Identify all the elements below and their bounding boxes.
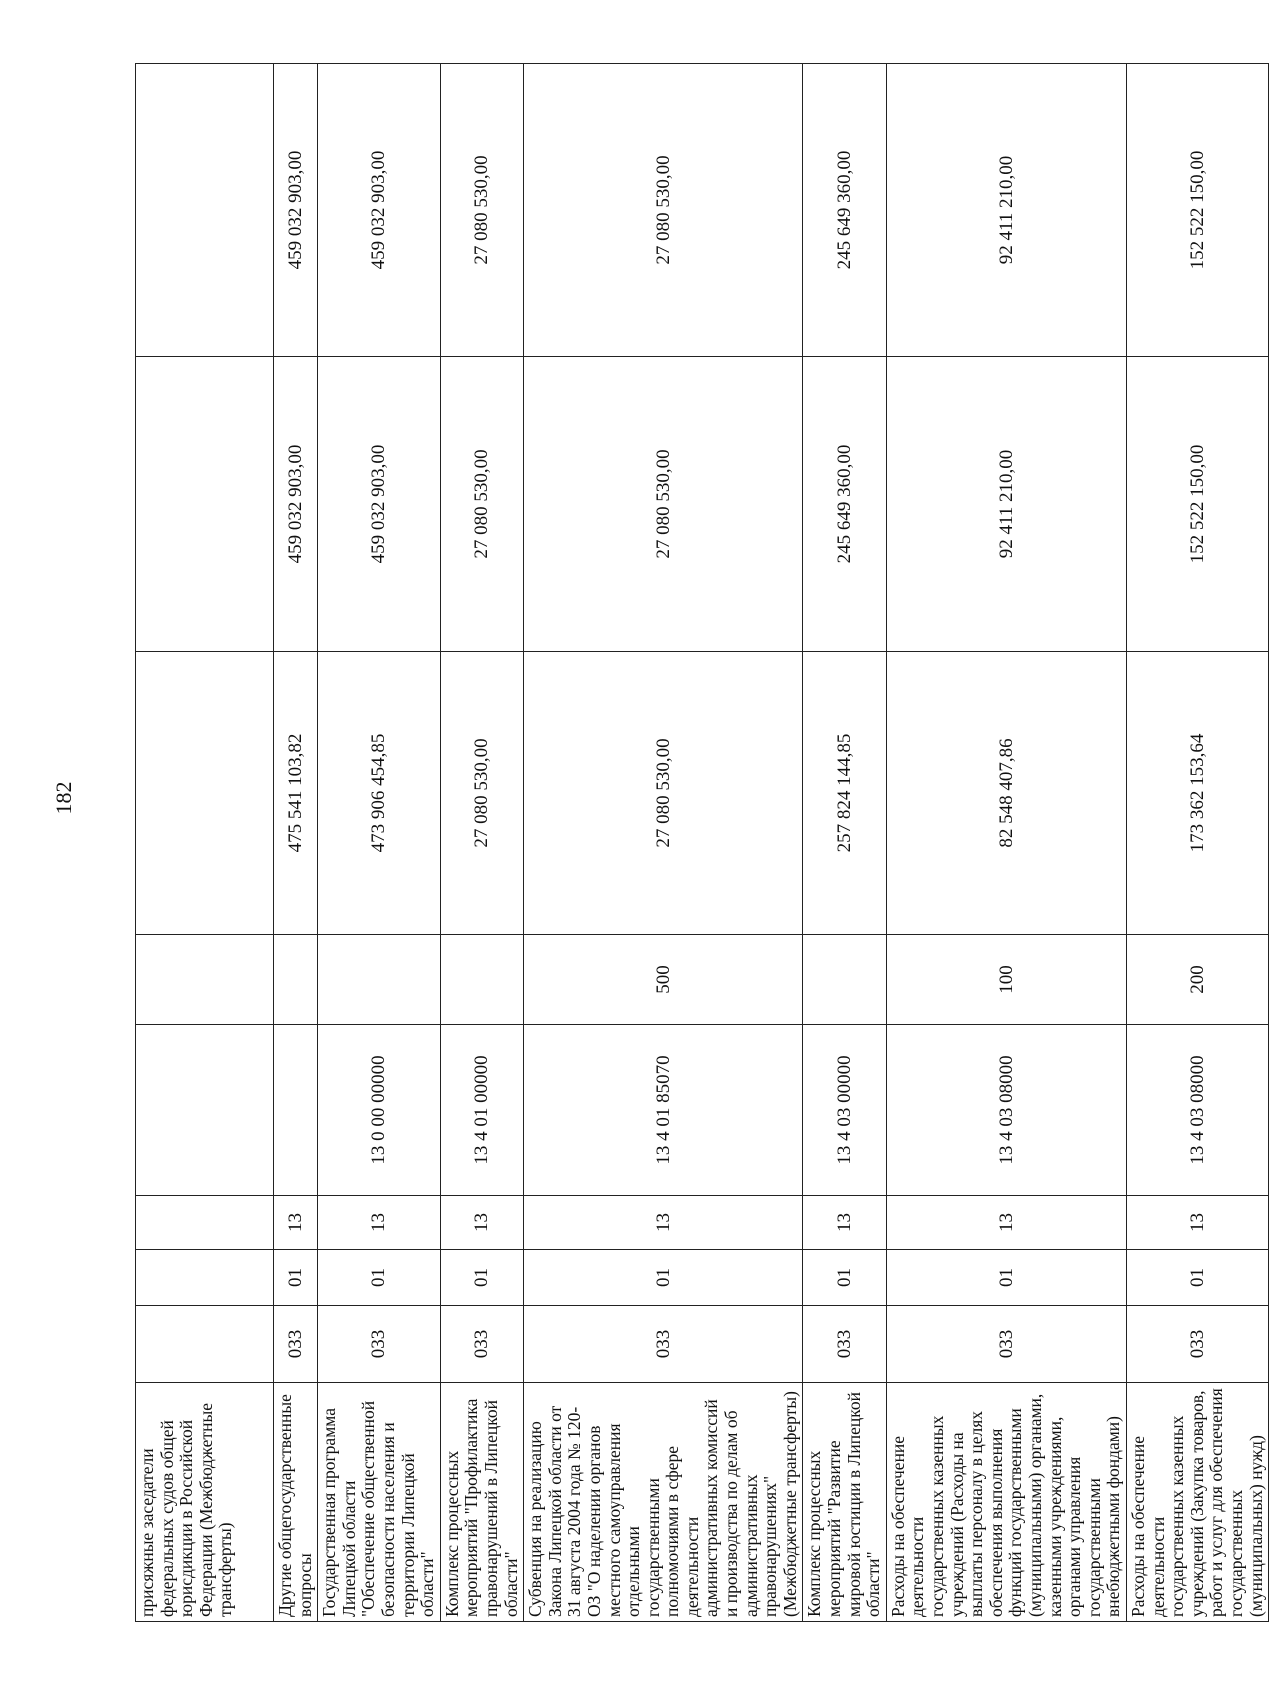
table-row <box>318 64 441 1622</box>
target-article: 13 4 03 00000 <box>803 1025 886 1196</box>
section-code <box>136 1250 274 1306</box>
row-name: Комплекс процессных мероприятий "Развитие мировой юстиции в Липецкой области" <box>803 1383 886 1622</box>
section-code: 01 <box>274 1250 318 1306</box>
row-name: присяжные заседатели федеральных судов общей юрисдикции в Российской Федерации (Межбюджетные трансферты) <box>136 1383 274 1622</box>
section-code: 01 <box>1126 1250 1268 1306</box>
subsection-code: 13 <box>886 1196 1126 1250</box>
target-article <box>136 1025 274 1196</box>
sum-year-3: 27 080 530,00 <box>440 64 523 357</box>
expense-type <box>136 935 274 1025</box>
target-article <box>274 1025 318 1196</box>
sum-year-1: 473 906 454,85 <box>318 652 441 935</box>
subsection-code: 13 <box>318 1196 441 1250</box>
admin-code: 033 <box>440 1306 523 1383</box>
subsection-code: 13 <box>440 1196 523 1250</box>
sum-year-2: 27 080 530,00 <box>440 357 523 652</box>
sum-year-2: 459 032 903,00 <box>318 357 441 652</box>
row-name: Государственная программа Липецкой области "Обеспечение общественной безопасности населения и территории Липецкой области" <box>318 1383 441 1622</box>
sum-year-1: 82 548 407,86 <box>886 652 1126 935</box>
row-name: Другие общегосударственные вопросы <box>274 1383 318 1622</box>
expense-type <box>440 935 523 1025</box>
expense-type <box>803 935 886 1025</box>
admin-code: 033 <box>318 1306 441 1383</box>
subsection-code: 13 <box>274 1196 318 1250</box>
subsection-code: 13 <box>524 1196 803 1250</box>
budget-table <box>135 63 1269 1622</box>
row-name: Расходы на обеспечение деятельности государственных казенных учреждений (Закупка товаров, работ и услуг для обеспечения государственных (муниципальных) нужд) <box>1126 1383 1268 1622</box>
table-row <box>440 64 523 1622</box>
table-row <box>524 64 803 1622</box>
section-code: 01 <box>318 1250 441 1306</box>
sum-year-2 <box>136 357 274 652</box>
row-name: Комплекс процессных мероприятий "Профилактика правонарушений в Липецкой области" <box>440 1383 523 1622</box>
target-article: 13 4 03 08000 <box>886 1025 1126 1196</box>
sum-year-2: 27 080 530,00 <box>524 357 803 652</box>
sum-year-3: 92 411 210,00 <box>886 64 1126 357</box>
sum-year-1: 173 362 153,64 <box>1126 652 1268 935</box>
subsection-code <box>136 1196 274 1250</box>
sum-year-1: 475 541 103,82 <box>274 652 318 935</box>
page-number: 182 <box>51 781 76 815</box>
budget-table-container <box>135 64 1266 1622</box>
sum-year-2: 92 411 210,00 <box>886 357 1126 652</box>
section-code: 01 <box>440 1250 523 1306</box>
sum-year-3: 459 032 903,00 <box>318 64 441 357</box>
sum-year-3: 459 032 903,00 <box>274 64 318 357</box>
expense-type <box>274 935 318 1025</box>
expense-type: 200 <box>1126 935 1268 1025</box>
subsection-code: 13 <box>1126 1196 1268 1250</box>
admin-code: 033 <box>886 1306 1126 1383</box>
table-row <box>803 64 886 1622</box>
sum-year-2: 459 032 903,00 <box>274 357 318 652</box>
section-code: 01 <box>886 1250 1126 1306</box>
section-code: 01 <box>803 1250 886 1306</box>
target-article: 13 4 03 08000 <box>1126 1025 1268 1196</box>
sum-year-1: 27 080 530,00 <box>440 652 523 935</box>
sum-year-3: 152 522 150,00 <box>1126 64 1268 357</box>
target-article: 13 4 01 00000 <box>440 1025 523 1196</box>
target-article: 13 0 00 00000 <box>318 1025 441 1196</box>
target-article: 13 4 01 85070 <box>524 1025 803 1196</box>
table-row <box>274 64 318 1622</box>
sum-year-3: 27 080 530,00 <box>524 64 803 357</box>
sum-year-2: 152 522 150,00 <box>1126 357 1268 652</box>
sum-year-1: 27 080 530,00 <box>524 652 803 935</box>
sum-year-3 <box>136 64 274 357</box>
row-name: Расходы на обеспечение деятельности государственных казенных учреждений (Расходы на выплаты персоналу в целях обеспечения выполнения функций государственными (муниципальными) органами, казенными учреждениями, органами управления государственными внебюджетными фондами) <box>886 1383 1126 1622</box>
sum-year-2: 245 649 360,00 <box>803 357 886 652</box>
table-row <box>886 64 1126 1622</box>
table-row <box>136 64 274 1622</box>
admin-code: 033 <box>274 1306 318 1383</box>
sum-year-1 <box>136 652 274 935</box>
admin-code: 033 <box>524 1306 803 1383</box>
sum-year-1: 257 824 144,85 <box>803 652 886 935</box>
subsection-code: 13 <box>803 1196 886 1250</box>
expense-type <box>318 935 441 1025</box>
admin-code <box>136 1306 274 1383</box>
table-row <box>1126 64 1268 1622</box>
expense-type: 100 <box>886 935 1126 1025</box>
admin-code: 033 <box>803 1306 886 1383</box>
row-name: Субвенция на реализацию Закона Липецкой области от 31 августа 2004 года № 120-ОЗ "О наделении органов местного самоуправления отдельными государственными полномочиями в сфере деятельности административных комиссий и производства по делам об административных правонарушениях" (Межбюджетные трансферты) <box>524 1383 803 1622</box>
sum-year-3: 245 649 360,00 <box>803 64 886 357</box>
expense-type: 500 <box>524 935 803 1025</box>
admin-code: 033 <box>1126 1306 1268 1383</box>
section-code: 01 <box>524 1250 803 1306</box>
